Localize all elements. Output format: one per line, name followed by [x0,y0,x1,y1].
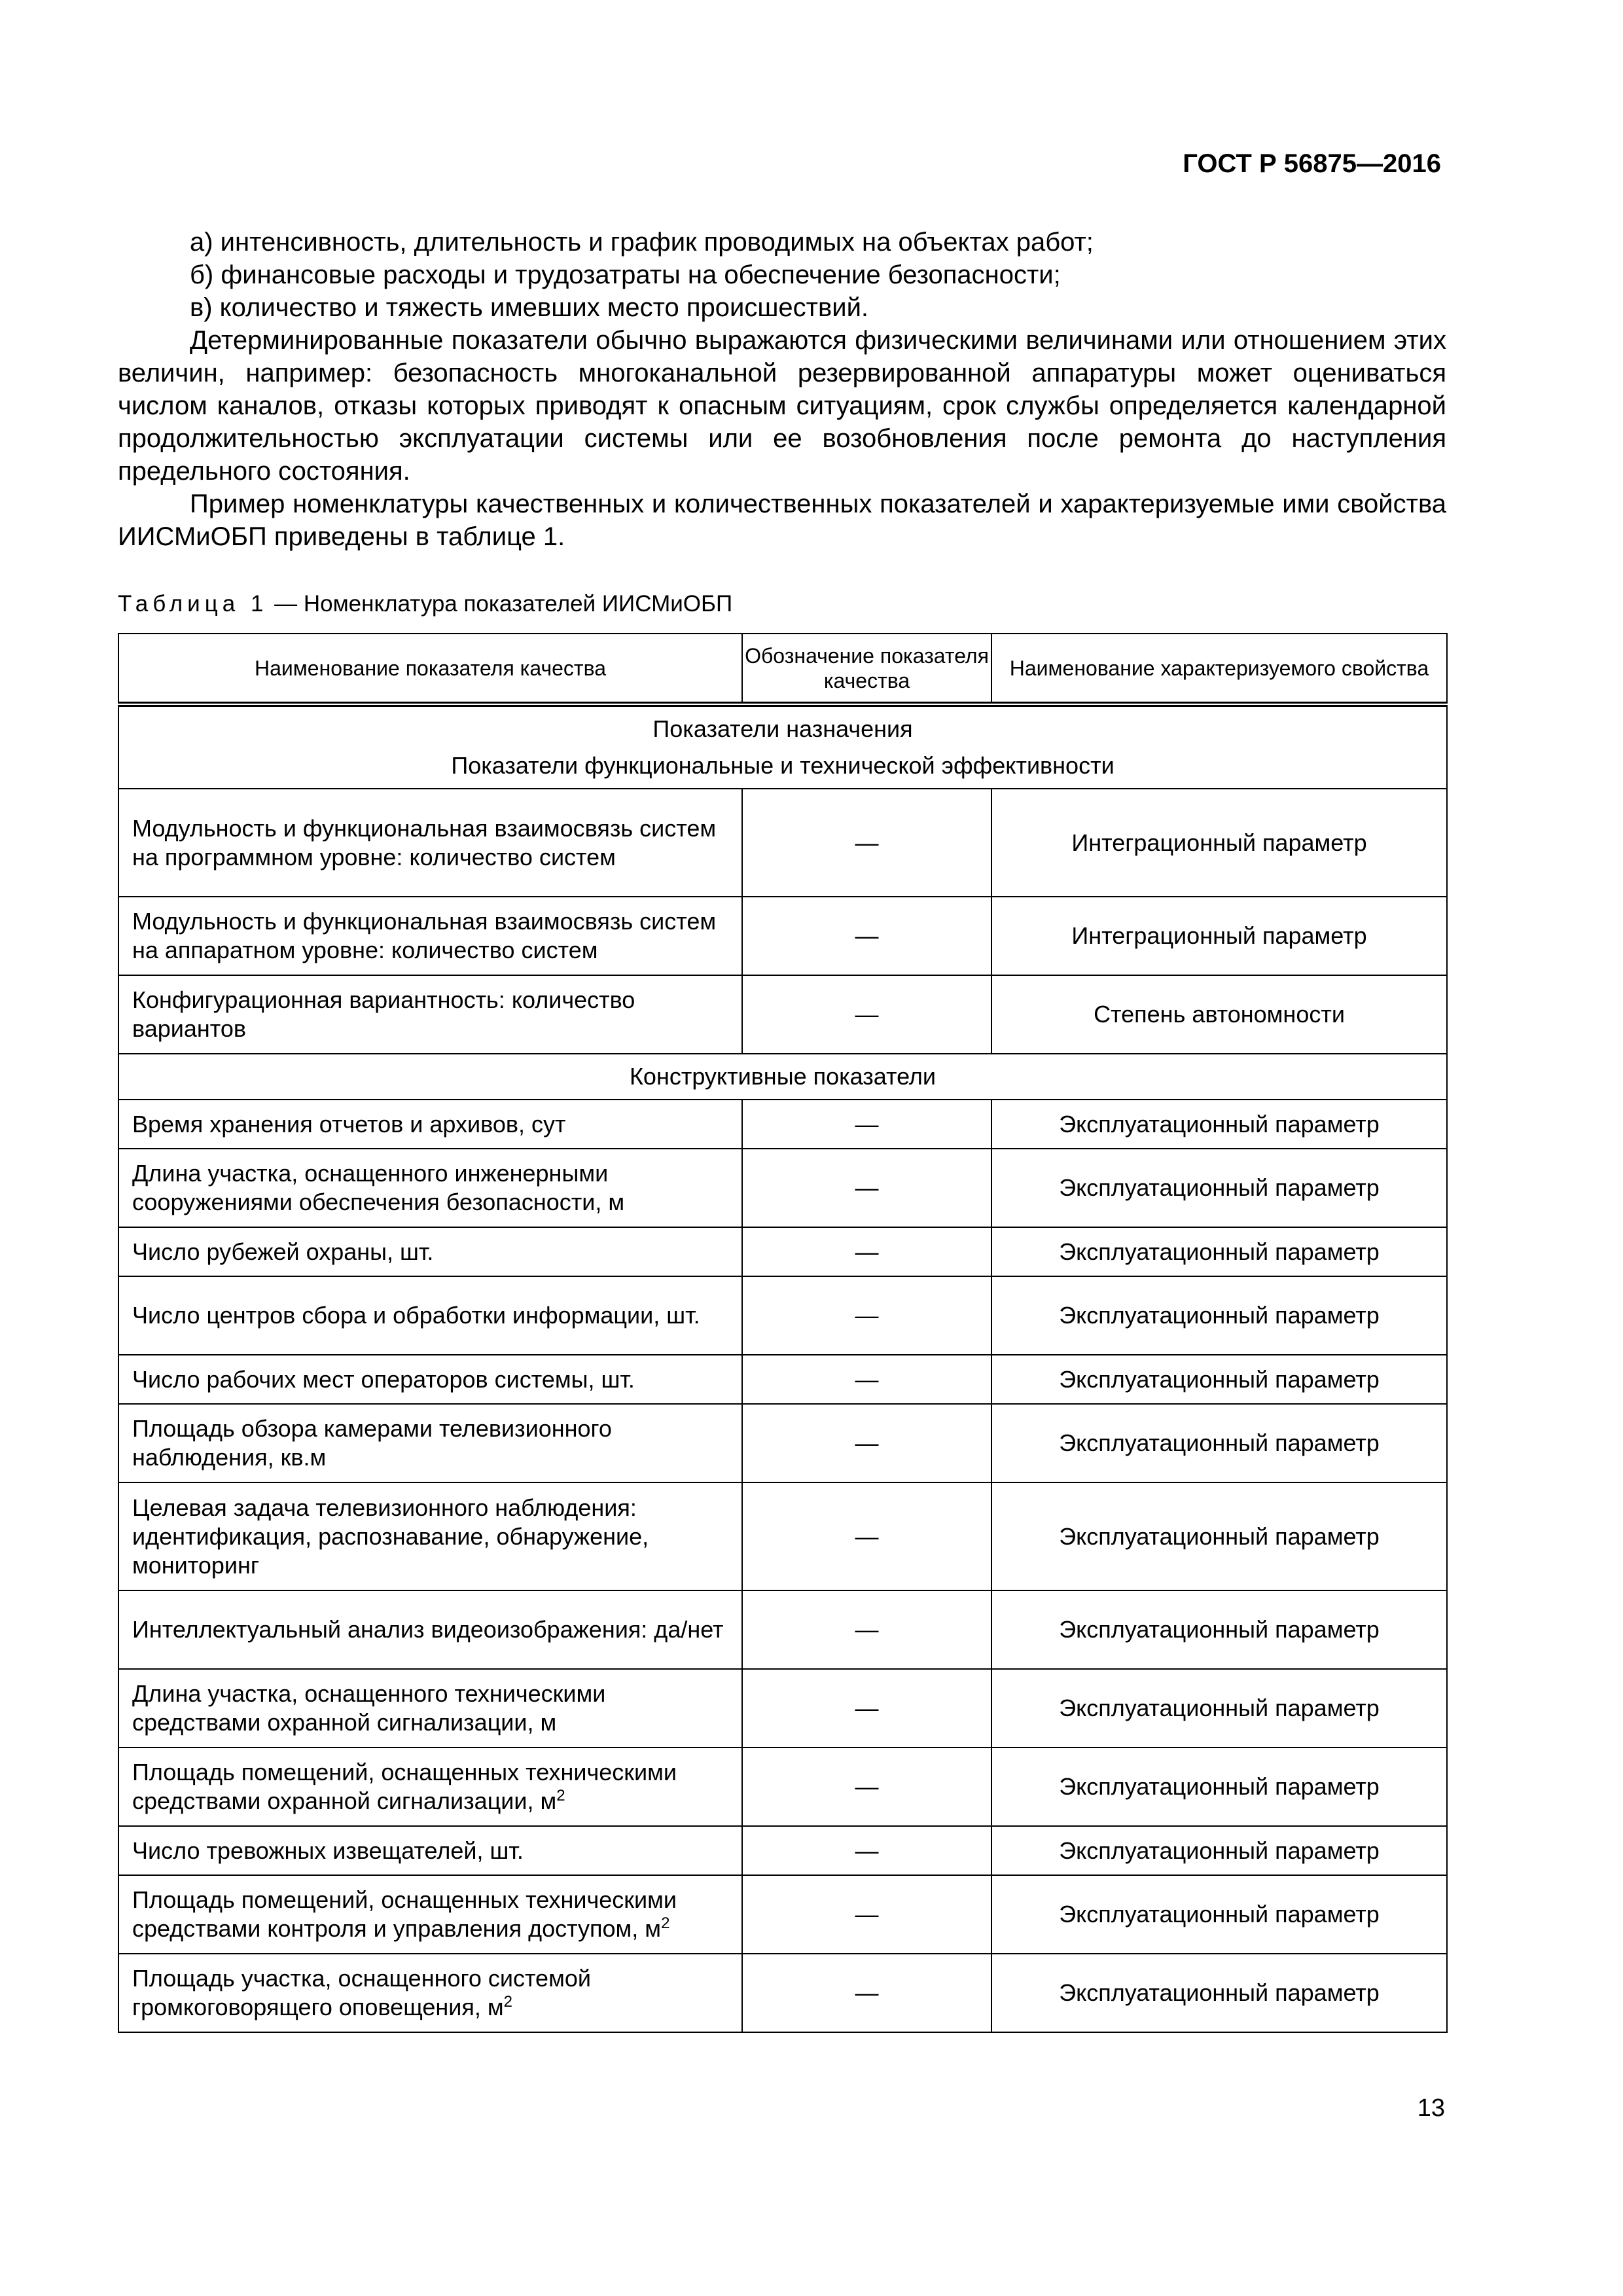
indicator-name: Число рубежей охраны, шт. [132,1238,434,1265]
header-indicator-symbol: Обозначение показателя качества [742,634,991,704]
indicator-name-cell [118,975,742,1054]
indicator-name: Длина участка, оснащенного инженерными сооружениями обеспечения безопасности, м [132,1160,625,1215]
property-name: Эксплуатационный параметр [991,1748,1447,1826]
table-row [118,1954,1447,2032]
indicator-name: Интеллектуальный анализ видеоизображения: да/нет [132,1616,724,1643]
table-row [118,1276,1447,1355]
indicator-name: Длина участка, оснащенного техническими средствами охранной сигнализации, м [132,1680,606,1736]
table-caption [118,591,732,617]
property-name: Эксплуатационный параметр [991,1875,1447,1954]
indicator-name-cell [118,1482,742,1590]
body-text [118,226,1446,553]
indicator-name-cell [118,1355,742,1404]
indicator-symbol: — [742,1590,991,1669]
indicator-name: Число центров сбора и обработки информации, шт. [132,1302,700,1329]
property-name: Эксплуатационный параметр [991,1590,1447,1669]
indicator-symbol: — [742,789,991,897]
property-name: Эксплуатационный параметр [991,1355,1447,1404]
paragraph-deterministic: Детерминированные показатели обычно выражаются физическими величинами или отношением этих величин, например: безопасность многоканальной резервированной аппаратуры может оцениваться числом каналов, отказы которых приводят к опасным ситуациям, срок службы определяется календарной продолжительностью эксплуатации системы или ее возобновления после ремонта до наступления предельного состояния. [118,326,1446,486]
property-name: Интеграционный параметр [991,897,1447,975]
table-row [118,897,1447,975]
factor-list [118,226,1446,324]
header-indicator-name: Наименование показателя качества [118,634,742,704]
table-row [118,1669,1447,1748]
property-name: Эксплуатационный параметр [991,1404,1447,1482]
indicator-name-cell [118,1669,742,1748]
table-row [118,975,1447,1054]
indicator-name: Площадь помещений, оснащенных техническими средствами контроля и управления доступом, м [132,1886,677,1942]
indicator-symbol: — [742,1100,991,1149]
table-row [118,1100,1447,1149]
section-title-purpose: Показатели назначения [652,715,913,742]
property-name: Эксплуатационный параметр [991,1826,1447,1875]
table-row [118,789,1447,897]
property-name: Эксплуатационный параметр [991,1276,1447,1355]
indicator-name-cell [118,1954,742,2032]
indicator-name: Модульность и функциональная взаимосвязь систем на аппаратном уровне: количество систем [132,908,717,963]
page-number: 13 [1417,2094,1445,2122]
indicator-symbol: — [742,975,991,1054]
indicator-name-cell [118,1404,742,1482]
indicator-name: Число тревожных извещателей, шт. [132,1837,524,1864]
indicator-name-cell [118,1748,742,1826]
unit-exponent: 2 [556,1787,565,1804]
table-caption-label: Таблица 1 [118,591,268,617]
indicator-name: Площадь обзора камерами телевизионного наблюдения, кв.м [132,1415,612,1471]
table-row [118,1748,1447,1826]
table-caption-title: — Номенклатура показателей ИИСМиОБП [268,591,733,617]
indicator-name-cell [118,1875,742,1954]
unit-exponent: 2 [661,1914,670,1932]
property-name: Эксплуатационный параметр [991,1669,1447,1748]
property-name: Эксплуатационный параметр [991,1227,1447,1276]
property-name: Интеграционный параметр [991,789,1447,897]
indicator-symbol: — [742,1276,991,1355]
unit-exponent: 2 [503,1993,513,2011]
list-item: б) финансовые расходы и трудозатраты на обеспечение безопасности; [190,260,1061,289]
table-row [118,1404,1447,1482]
section-row-constructive [118,1054,1447,1100]
indicator-name: Конфигурационная вариантность: количество вариантов [132,986,635,1042]
indicator-name-cell [118,897,742,975]
table-row [118,1149,1447,1227]
section-row-purpose [118,704,1447,789]
indicator-symbol: — [742,1669,991,1748]
indicator-symbol: — [742,1482,991,1590]
indicator-name: Время хранения отчетов и архивов, сут [132,1110,566,1138]
indicator-symbol: — [742,1875,991,1954]
section-title-constructive: Конструктивные показатели [118,1054,1447,1100]
table-row [118,1482,1447,1590]
indicator-name-cell [118,1590,742,1669]
header-property-name: Наименование характеризуемого свойства [991,634,1447,704]
indicator-symbol: — [742,1227,991,1276]
indicator-name: Площадь участка, оснащенного системой громкоговорящего оповещения, м [132,1965,591,2020]
indicators-table [118,633,1448,2033]
table-row [118,1355,1447,1404]
indicator-name: Площадь помещений, оснащенных техническими средствами охранной сигнализации, м [132,1759,677,1814]
property-name: Эксплуатационный параметр [991,1149,1447,1227]
indicator-symbol: — [742,1826,991,1875]
indicator-name-cell [118,1149,742,1227]
indicator-symbol: — [742,897,991,975]
table-row [118,1826,1447,1875]
indicator-name-cell [118,1100,742,1149]
indicator-symbol: — [742,1355,991,1404]
list-item: а) интенсивность, длительность и график проводимых на объектах работ; [190,228,1094,257]
paragraph-example: Пример номенклатуры качественных и количественных показателей и характеризуемые ими свойства ИИСМиОБП приведены в таблице 1. [118,490,1446,551]
property-name: Степень автономности [991,975,1447,1054]
table-header-row [118,634,1447,704]
indicator-symbol: — [742,1404,991,1482]
indicator-name: Модульность и функциональная взаимосвязь систем на программном уровне: количество систем [132,814,717,870]
indicator-name: Число рабочих мест операторов системы, шт. [132,1365,635,1393]
list-item: в) количество и тяжесть имевших место происшествий. [190,293,869,322]
indicator-name-cell [118,1227,742,1276]
property-name: Эксплуатационный параметр [991,1482,1447,1590]
indicator-symbol: — [742,1748,991,1826]
table-row [118,1875,1447,1954]
indicator-name: Целевая задача телевизионного наблюдения: идентификация, распознавание, обнаружение, мониторинг [132,1494,649,1579]
section-title-functional: Показатели функциональные и технической эффективности [451,752,1115,779]
property-name: Эксплуатационный параметр [991,1100,1447,1149]
table-row [118,1227,1447,1276]
table-row [118,1590,1447,1669]
indicator-symbol: — [742,1149,991,1227]
indicator-name-cell [118,789,742,897]
property-name: Эксплуатационный параметр [991,1954,1447,2032]
indicator-name-cell [118,1276,742,1355]
document-number: ГОСТ Р 56875—2016 [1183,149,1441,178]
indicator-name-cell [118,1826,742,1875]
indicator-symbol: — [742,1954,991,2032]
